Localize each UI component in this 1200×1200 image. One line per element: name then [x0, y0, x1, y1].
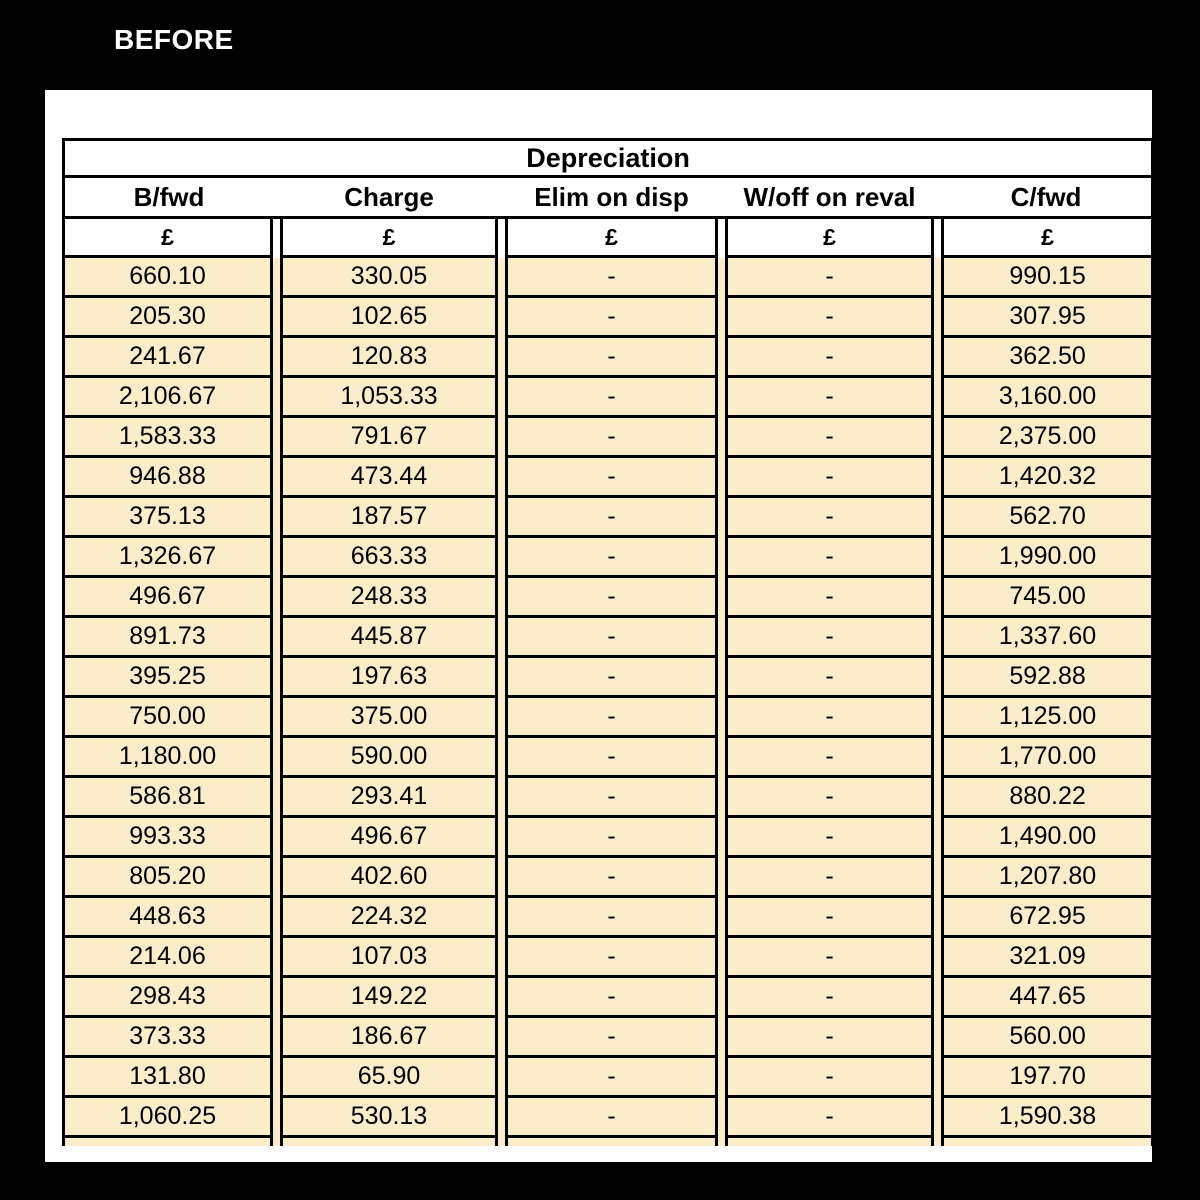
- cell-elim: -: [505, 978, 718, 1018]
- cell-gap: [934, 658, 941, 698]
- cell-gap: [273, 818, 280, 858]
- cell-gap: [718, 618, 725, 658]
- table-row: [62, 1098, 1152, 1138]
- cell-elim: -: [505, 698, 718, 738]
- cell-gap: [498, 538, 505, 578]
- cell-gap: [934, 498, 941, 538]
- cell-charge: 224.32: [280, 898, 498, 938]
- cell-bfwd: 891.73: [62, 618, 273, 658]
- cell-gap: [718, 298, 725, 338]
- cell-gap: [273, 1098, 280, 1138]
- table-row: [62, 938, 1152, 978]
- cell-cfwd: 1,770.00: [941, 738, 1152, 778]
- cell-elim: -: [505, 578, 718, 618]
- currency-symbol-4: £: [941, 219, 1152, 258]
- cell-gap: [498, 578, 505, 618]
- table-row: [62, 298, 1152, 338]
- cell-bfwd: 395.25: [62, 658, 273, 698]
- cell-elim: -: [505, 898, 718, 938]
- cell-bfwd: 375.13: [62, 498, 273, 538]
- cell-charge: 473.44: [280, 458, 498, 498]
- cell-charge: 496.67: [280, 818, 498, 858]
- column-header-2: Elim on disp: [505, 178, 718, 219]
- cell-gap: [718, 898, 725, 938]
- cell-cfwd: 562.70: [941, 498, 1152, 538]
- currency-symbol-3: £: [725, 219, 934, 258]
- cell-cfwd: 1,337.60: [941, 618, 1152, 658]
- header-gap: [273, 178, 280, 219]
- table-row: [62, 458, 1152, 498]
- table-row: [62, 698, 1152, 738]
- table-row: [62, 898, 1152, 938]
- cell-gap: [273, 538, 280, 578]
- header-gap: [934, 178, 941, 219]
- cell-gap: [718, 1058, 725, 1098]
- cell-cfwd: 672.95: [941, 898, 1152, 938]
- cell-elim: -: [505, 538, 718, 578]
- cell-woff: -: [725, 378, 934, 418]
- currency-gap: [718, 219, 725, 258]
- cell-gap: [934, 578, 941, 618]
- cell-gap: [718, 498, 725, 538]
- table-row: [62, 258, 1152, 298]
- cell-gap: [498, 1058, 505, 1098]
- cell-gap: [273, 1058, 280, 1098]
- cell-bfwd: 241.67: [62, 338, 273, 378]
- cell-bfwd: 993.33: [62, 818, 273, 858]
- cell-gap: [273, 738, 280, 778]
- cell-gap: [934, 1098, 941, 1138]
- cell-elim: -: [505, 938, 718, 978]
- cell-gap: [273, 578, 280, 618]
- table-row: [62, 738, 1152, 778]
- cell-gap: [273, 258, 280, 298]
- cell-bfwd: 214.06: [62, 938, 273, 978]
- cell-cfwd: 447.65: [941, 978, 1152, 1018]
- cell-gap: [718, 258, 725, 298]
- currency-symbol-1: £: [280, 219, 498, 258]
- cell-gap: [273, 418, 280, 458]
- cell-woff: -: [725, 898, 934, 938]
- cell-woff: -: [725, 618, 934, 658]
- currency-gap: [498, 219, 505, 258]
- cell-gap: [934, 298, 941, 338]
- cell-gap: [718, 738, 725, 778]
- cell-charge: 65.90: [280, 1058, 498, 1098]
- cell-woff: -: [725, 698, 934, 738]
- cell-charge: 791.67: [280, 418, 498, 458]
- cell-charge: 107.03: [280, 938, 498, 978]
- cell-gap: [273, 458, 280, 498]
- cell-gap: [934, 458, 941, 498]
- cell-charge: 187.57: [280, 498, 498, 538]
- cell-gap: [273, 298, 280, 338]
- depreciation-table: [62, 138, 1152, 1146]
- cell-gap: [718, 1018, 725, 1058]
- cell-cfwd: 560.00: [941, 1018, 1152, 1058]
- cell-woff: -: [725, 578, 934, 618]
- cell-charge: 663.33: [280, 538, 498, 578]
- cell-gap: [718, 1098, 725, 1138]
- table-row: [62, 338, 1152, 378]
- cell-gap: [718, 458, 725, 498]
- column-header-4: C/fwd: [941, 178, 1152, 219]
- cell-cfwd: 990.15: [941, 258, 1152, 298]
- table-row: [62, 858, 1152, 898]
- cell-clipped: [280, 1138, 498, 1146]
- cell-elim: -: [505, 658, 718, 698]
- table-row: [62, 538, 1152, 578]
- cell-cfwd: 362.50: [941, 338, 1152, 378]
- table-row: [62, 498, 1152, 538]
- cell-bfwd: 298.43: [62, 978, 273, 1018]
- cell-gap: [934, 258, 941, 298]
- cell-gap: [498, 378, 505, 418]
- cell-gap: [718, 578, 725, 618]
- cell-cfwd: 1,990.00: [941, 538, 1152, 578]
- cell-gap: [273, 898, 280, 938]
- cell-gap: [498, 978, 505, 1018]
- cell-cfwd: 321.09: [941, 938, 1152, 978]
- cell-gap: [718, 418, 725, 458]
- table-row: [62, 618, 1152, 658]
- cell-gap: [498, 258, 505, 298]
- cell-woff: -: [725, 818, 934, 858]
- cell-charge: 248.33: [280, 578, 498, 618]
- cell-elim: -: [505, 858, 718, 898]
- cell-gap: [718, 378, 725, 418]
- cell-woff: -: [725, 1058, 934, 1098]
- cell-gap: [498, 458, 505, 498]
- cell-gap: [498, 1138, 505, 1146]
- cell-gap: [718, 858, 725, 898]
- cell-cfwd: 1,420.32: [941, 458, 1152, 498]
- cell-bfwd: 1,583.33: [62, 418, 273, 458]
- table-title-row: [62, 138, 1152, 178]
- cell-gap: [273, 698, 280, 738]
- cell-woff: -: [725, 1018, 934, 1058]
- cell-gap: [273, 978, 280, 1018]
- currency-symbol-2: £: [505, 219, 718, 258]
- cell-clipped: [725, 1138, 934, 1146]
- table-row: [62, 1018, 1152, 1058]
- cell-charge: 120.83: [280, 338, 498, 378]
- cell-woff: -: [725, 498, 934, 538]
- column-header-0: B/fwd: [62, 178, 273, 219]
- cell-gap: [934, 778, 941, 818]
- cell-charge: 102.65: [280, 298, 498, 338]
- column-header-1: Charge: [280, 178, 498, 219]
- cell-gap: [498, 658, 505, 698]
- cell-charge: 293.41: [280, 778, 498, 818]
- cell-gap: [934, 938, 941, 978]
- cell-gap: [934, 538, 941, 578]
- table-row: [62, 978, 1152, 1018]
- header-gap: [718, 178, 725, 219]
- cell-woff: -: [725, 418, 934, 458]
- cell-gap: [934, 338, 941, 378]
- cell-gap: [934, 818, 941, 858]
- document-panel: [45, 90, 1152, 1162]
- cell-gap: [273, 778, 280, 818]
- cell-cfwd: 307.95: [941, 298, 1152, 338]
- cell-clipped: [941, 1138, 1152, 1146]
- cell-cfwd: 745.00: [941, 578, 1152, 618]
- cell-gap: [498, 338, 505, 378]
- cell-woff: -: [725, 778, 934, 818]
- cell-gap: [934, 978, 941, 1018]
- table-row: [62, 778, 1152, 818]
- cell-bfwd: 2,106.67: [62, 378, 273, 418]
- depreciation-table-container: [62, 138, 1147, 1146]
- column-header-3: W/off on reval: [725, 178, 934, 219]
- cell-gap: [273, 378, 280, 418]
- cell-elim: -: [505, 378, 718, 418]
- cell-woff: -: [725, 858, 934, 898]
- cell-woff: -: [725, 298, 934, 338]
- cell-cfwd: 1,207.80: [941, 858, 1152, 898]
- cell-elim: -: [505, 458, 718, 498]
- cell-gap: [498, 858, 505, 898]
- cell-gap: [718, 818, 725, 858]
- cell-charge: 186.67: [280, 1018, 498, 1058]
- cell-gap: [273, 858, 280, 898]
- cell-bfwd: 1,180.00: [62, 738, 273, 778]
- cell-bfwd: 660.10: [62, 258, 273, 298]
- cell-gap: [934, 858, 941, 898]
- cell-elim: -: [505, 618, 718, 658]
- cell-elim: -: [505, 738, 718, 778]
- cell-gap: [498, 778, 505, 818]
- cell-gap: [934, 738, 941, 778]
- cell-bfwd: 496.67: [62, 578, 273, 618]
- cell-gap: [273, 938, 280, 978]
- cell-gap: [273, 1138, 280, 1146]
- cell-charge: 1,053.33: [280, 378, 498, 418]
- cell-elim: -: [505, 338, 718, 378]
- table-row: [62, 378, 1152, 418]
- table-row-clipped: [62, 1138, 1152, 1146]
- cell-woff: -: [725, 978, 934, 1018]
- cell-gap: [498, 698, 505, 738]
- cell-gap: [934, 618, 941, 658]
- cell-woff: -: [725, 538, 934, 578]
- cell-bfwd: 805.20: [62, 858, 273, 898]
- cell-elim: -: [505, 258, 718, 298]
- cell-elim: -: [505, 298, 718, 338]
- cell-gap: [498, 618, 505, 658]
- cell-woff: -: [725, 738, 934, 778]
- cell-clipped: [505, 1138, 718, 1146]
- cell-gap: [273, 1018, 280, 1058]
- cell-gap: [498, 738, 505, 778]
- table-row: [62, 1058, 1152, 1098]
- cell-clipped: [62, 1138, 273, 1146]
- cell-gap: [498, 938, 505, 978]
- cell-woff: -: [725, 1098, 934, 1138]
- cell-elim: -: [505, 818, 718, 858]
- cell-gap: [273, 658, 280, 698]
- table-row: [62, 578, 1152, 618]
- table-title: Depreciation: [62, 138, 1152, 178]
- cell-gap: [498, 418, 505, 458]
- cell-woff: -: [725, 338, 934, 378]
- cell-cfwd: 880.22: [941, 778, 1152, 818]
- cell-bfwd: 750.00: [62, 698, 273, 738]
- cell-elim: -: [505, 418, 718, 458]
- cell-gap: [718, 978, 725, 1018]
- table-header-row: [62, 178, 1152, 219]
- table-row: [62, 418, 1152, 458]
- cell-bfwd: 1,060.25: [62, 1098, 273, 1138]
- cell-gap: [498, 298, 505, 338]
- cell-charge: 530.13: [280, 1098, 498, 1138]
- cell-cfwd: 1,590.38: [941, 1098, 1152, 1138]
- cell-elim: -: [505, 1018, 718, 1058]
- cell-elim: -: [505, 1098, 718, 1138]
- cell-gap: [718, 938, 725, 978]
- cell-bfwd: 1,326.67: [62, 538, 273, 578]
- cell-gap: [498, 498, 505, 538]
- cell-charge: 402.60: [280, 858, 498, 898]
- cell-gap: [718, 338, 725, 378]
- cell-woff: -: [725, 658, 934, 698]
- cell-gap: [273, 338, 280, 378]
- cell-gap: [934, 1138, 941, 1146]
- cell-gap: [934, 1058, 941, 1098]
- cell-gap: [718, 1138, 725, 1146]
- cell-gap: [498, 818, 505, 858]
- cell-charge: 590.00: [280, 738, 498, 778]
- cell-gap: [934, 898, 941, 938]
- cell-gap: [718, 538, 725, 578]
- cell-gap: [934, 418, 941, 458]
- cell-woff: -: [725, 458, 934, 498]
- cell-gap: [934, 698, 941, 738]
- cell-gap: [498, 1018, 505, 1058]
- cell-cfwd: 1,490.00: [941, 818, 1152, 858]
- table-row: [62, 818, 1152, 858]
- cell-bfwd: 586.81: [62, 778, 273, 818]
- cell-bfwd: 946.88: [62, 458, 273, 498]
- cell-woff: -: [725, 938, 934, 978]
- cell-gap: [498, 898, 505, 938]
- header-gap: [498, 178, 505, 219]
- cell-elim: -: [505, 778, 718, 818]
- cell-charge: 149.22: [280, 978, 498, 1018]
- cell-cfwd: 2,375.00: [941, 418, 1152, 458]
- cell-bfwd: 448.63: [62, 898, 273, 938]
- before-caption: BEFORE: [114, 24, 234, 55]
- cell-cfwd: 3,160.00: [941, 378, 1152, 418]
- cell-bfwd: 131.80: [62, 1058, 273, 1098]
- currency-symbol-0: £: [62, 219, 273, 258]
- table-currency-row: [62, 219, 1152, 258]
- cell-charge: 197.63: [280, 658, 498, 698]
- cell-gap: [934, 1018, 941, 1058]
- cell-gap: [273, 498, 280, 538]
- cell-gap: [934, 378, 941, 418]
- cell-bfwd: 205.30: [62, 298, 273, 338]
- cell-cfwd: 592.88: [941, 658, 1152, 698]
- cell-gap: [718, 658, 725, 698]
- cell-gap: [273, 618, 280, 658]
- cell-woff: -: [725, 258, 934, 298]
- cell-elim: -: [505, 1058, 718, 1098]
- cell-gap: [718, 698, 725, 738]
- currency-gap: [934, 219, 941, 258]
- cell-elim: -: [505, 498, 718, 538]
- cell-charge: 330.05: [280, 258, 498, 298]
- cell-cfwd: 1,125.00: [941, 698, 1152, 738]
- cell-bfwd: 373.33: [62, 1018, 273, 1058]
- cell-charge: 375.00: [280, 698, 498, 738]
- cell-gap: [718, 778, 725, 818]
- table-row: [62, 658, 1152, 698]
- currency-gap: [273, 219, 280, 258]
- cell-gap: [498, 1098, 505, 1138]
- cell-charge: 445.87: [280, 618, 498, 658]
- cell-cfwd: 197.70: [941, 1058, 1152, 1098]
